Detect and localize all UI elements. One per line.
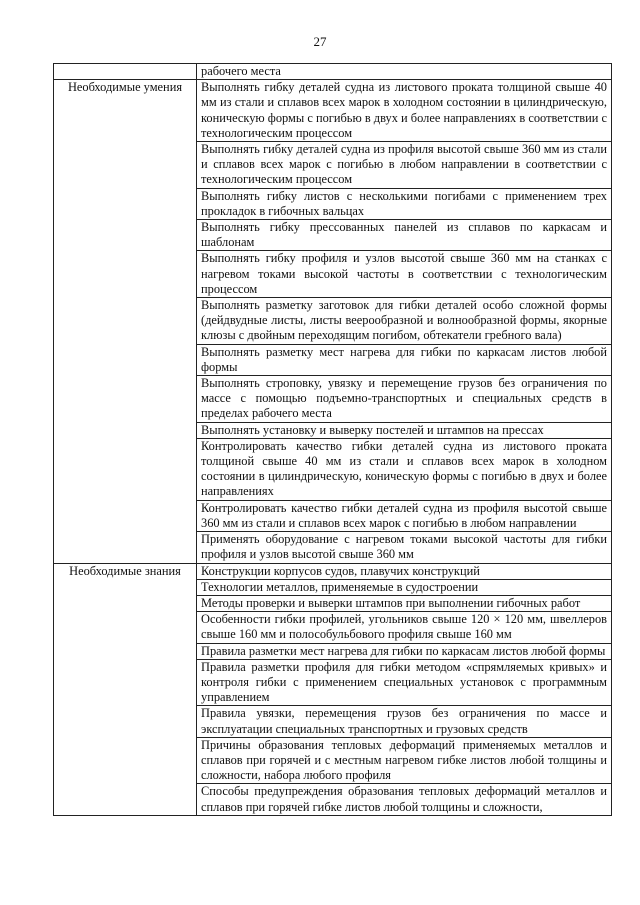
- knowledge-item: Методы проверки и выверки штампов при выполнении гибочных работ: [197, 595, 612, 611]
- knowledge-item: Правила разметки профиля для гибки методом «спрямляемых кривых» и контроля гибки с применением специальных установок с программным управлением: [197, 659, 612, 706]
- knowledge-item: Особенности гибки профилей, угольников свыше 120 × 120 мм, швеллеров свыше 160 мм и полособульбового профиля свыше 160 мм: [197, 612, 612, 643]
- requirements-table: [53, 63, 612, 816]
- page-number: 27: [313, 34, 327, 49]
- skill-item: Выполнять строповку, увязку и перемещение грузов без ограничения по массе с помощью подъемно-транспортных и специальных средств в пределах рабочего места: [197, 376, 612, 423]
- continuation-cell: рабочего места: [197, 64, 612, 80]
- knowledge-item: Конструкции корпусов судов, плавучих конструкций: [197, 563, 612, 579]
- knowledge-item: Способы предупреждения образования тепловых деформаций металлов и сплавов при горячей гибке листов любой толщины и сложности,: [197, 784, 612, 815]
- knowledge-item: Причины образования тепловых деформаций применяемых металлов и сплавов при горячей и с местным нагревом гибке листов любой толщины и сложности, набора любого профиля: [197, 737, 612, 784]
- skill-item: Выполнять гибку прессованных панелей из сплавов по каркасам и шаблонам: [197, 220, 612, 251]
- skill-item: Выполнять гибку листов с несколькими погибами с применением трех прокладок в гибочных вальцах: [197, 188, 612, 219]
- skill-item: Выполнять гибку профиля и узлов высотой свыше 360 мм на станках с нагревом токами высокой частоты в соответствии с технологическим процессом: [197, 251, 612, 298]
- knowledge-item: Правила разметки мест нагрева для гибки по каркасам листов любой формы: [197, 643, 612, 659]
- skill-item: Выполнять гибку деталей судна из листового проката толщиной свыше 40 мм из стали и сплавов всех марок в холодном состоянии в цилиндрическую, коническую формы с погибью в двух и более направлениях в соответствии с технологическим процессом: [197, 80, 612, 142]
- skill-item: Выполнять установку и выверку постелей и штампов на прессах: [197, 422, 612, 438]
- section-label-knowledge: Необходимые знания: [54, 563, 197, 815]
- empty-label-cell: [54, 64, 197, 80]
- skill-item: Контролировать качество гибки деталей судна из листового проката толщиной свыше 40 мм из стали и сплавов всех марок в холодном состоянии в цилиндрическую, коническую формы с погибью в двух и более направлениях: [197, 438, 612, 500]
- knowledge-item: Правила увязки, перемещения грузов без ограничения по массе и эксплуатации специальных транспортных и грузовых средств: [197, 706, 612, 737]
- skill-item: Выполнять разметку мест нагрева для гибки по каркасам листов любой формы: [197, 344, 612, 375]
- table-row: [54, 64, 612, 80]
- table-row: [54, 563, 612, 579]
- skill-item: Выполнять гибку деталей судна из профиля высотой свыше 360 мм из стали и сплавов всех марок с погибью в любом направлении в соответствии с технологическим процессом: [197, 142, 612, 189]
- knowledge-item: Технологии металлов, применяемые в судостроении: [197, 579, 612, 595]
- skill-item: Применять оборудование с нагревом токами высокой частоты для гибки профиля и узлов высотой свыше 360 мм: [197, 532, 612, 563]
- section-label-skills: Необходимые умения: [54, 80, 197, 563]
- skill-item: Контролировать качество гибки деталей судна из профиля высотой свыше 360 мм из стали и сплавов всех марок с погибью в любом направлении: [197, 500, 612, 531]
- table-row: [54, 80, 612, 142]
- skill-item: Выполнять разметку заготовок для гибки деталей особо сложной формы (дейдвудные листы, листы веерообразной и волнообразной формы, якорные клюзы с двойным переходящим погибом, обтекатели гребного вала): [197, 298, 612, 345]
